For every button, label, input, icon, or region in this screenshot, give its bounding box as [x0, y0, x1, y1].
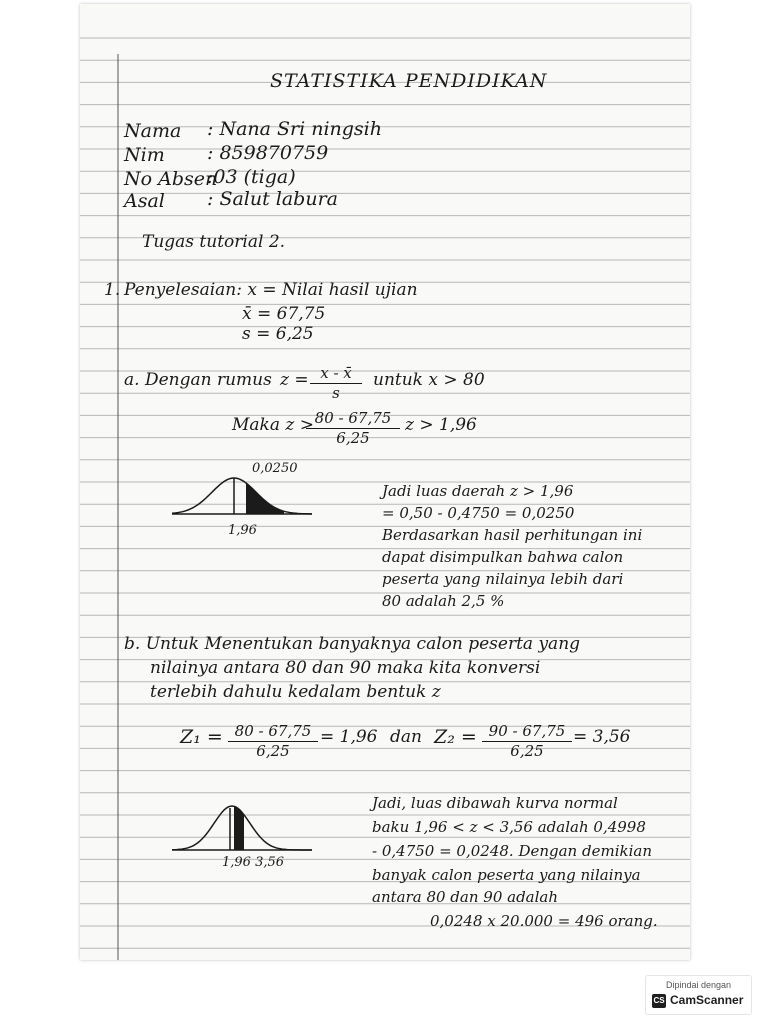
part-a-formula-left: z =: [280, 370, 309, 390]
curve2-labels: 1,96 3,56: [222, 855, 285, 870]
part-a-maka-fraction: [306, 409, 400, 448]
part-b-intro-line2: nilainya antara 80 dan 90 maka kita konversi: [150, 658, 541, 678]
part-a-condition: untuk x > 80: [373, 370, 485, 390]
watermark-caption: Dipindai dengan: [665, 980, 732, 990]
task-title: Tugas tutorial 2.: [142, 232, 286, 252]
part-b-intro-line3: terlebih dahulu kedalam bentuk z: [150, 682, 441, 702]
identity-label-nim: Nim: [124, 144, 165, 166]
part-b-intro-line1: b. Untuk Menentukan banyaknya calon peserta yang: [124, 634, 581, 654]
part-a-formula-denominator: s: [332, 383, 340, 402]
normal-curve-between-area: [172, 802, 312, 857]
identity-label-name: Nama: [124, 120, 182, 142]
part-b-z2-denominator: 6,25: [510, 741, 544, 760]
curve1-bottom-label: 1,96: [228, 523, 257, 538]
identity-value-absen: :03 (tiga): [207, 166, 296, 188]
notebook-page: [80, 4, 690, 960]
part-a-maka: Maka z >: [232, 415, 314, 435]
part-b-z2-numerator: 90 - 67,75: [482, 722, 572, 742]
identity-label-asal: Asal: [124, 190, 165, 212]
part-b-text-line4: banyak calon peserta yang nilainya: [372, 866, 641, 884]
part-b-text-line2: baku 1,96 < z < 3,56 adalah 0,4998: [372, 818, 646, 836]
part1-line1: Penyelesaian: x = Nilai hasil ujian: [124, 280, 418, 300]
identity-value-asal: : Salut labura: [207, 188, 338, 210]
bell-curve: [172, 478, 312, 514]
part-b-text-line6: 0,0248 x 20.000 = 496 orang.: [430, 912, 658, 930]
part-a-text-line4: dapat disimpulkan bahwa calon: [382, 548, 624, 566]
part-a-text-line6: 80 adalah 2,5 %: [382, 592, 505, 610]
part1-line2: x̄ = 67,75: [242, 304, 326, 324]
watermark-brand: CamScanner: [670, 993, 744, 1007]
part1-line3: s = 6,25: [242, 324, 314, 344]
part-a-text-line1: Jadi luas daerah z > 1,96: [382, 482, 574, 500]
identity-label-absen: No Absen: [124, 168, 218, 190]
part-b-z1-denominator: 6,25: [256, 741, 290, 760]
part-a-text-line5: peserta yang nilainya lebih dari: [382, 570, 624, 588]
part-b-z1-fraction: [228, 722, 318, 761]
part-b-z1-numerator: 80 - 67,75: [228, 722, 318, 742]
part1-number: 1.: [104, 280, 121, 300]
part-a-maka-result: z > 1,96: [405, 415, 477, 435]
part-a-maka-numerator: 80 - 67,75: [306, 409, 400, 429]
normal-curve-right-tail: [172, 474, 312, 519]
part-a-text-line3: Berdasarkan hasil perhitungan ini: [382, 526, 643, 544]
part-a-text-line2: = 0,50 - 0,4750 = 0,0250: [382, 504, 575, 522]
part-b-z1-left: Z₁ =: [180, 726, 223, 748]
page-title: STATISTIKA PENDIDIKAN: [270, 70, 548, 92]
part-a-formula-numerator: x - x̄: [310, 364, 362, 384]
part-b-z2-left: Z₂ =: [434, 726, 477, 748]
part-b-text-line5: antara 80 dan 90 adalah: [372, 888, 559, 906]
identity-value-nim: : 859870759: [207, 142, 329, 164]
part-b-z1-result: = 1,96: [320, 727, 378, 747]
part-b-z2-result: = 3,56: [573, 727, 631, 747]
camscanner-logo-icon: CS: [652, 994, 666, 1008]
part-a-maka-denominator: 6,25: [336, 428, 370, 447]
part-b-dan: dan: [390, 727, 422, 747]
identity-value-name: : Nana Sri ningsih: [207, 118, 382, 140]
part-a-formula-fraction: [310, 364, 362, 403]
part-b-z2-fraction: [482, 722, 572, 761]
camscanner-watermark: [645, 975, 752, 1015]
curve1-top-label: 0,0250: [252, 461, 298, 476]
part-a-intro: a. Dengan rumus: [124, 370, 272, 390]
part-b-text-line3: - 0,4750 = 0,0248. Dengan demikian: [372, 842, 652, 860]
part-b-text-line1: Jadi, luas dibawah kurva normal: [372, 794, 618, 812]
